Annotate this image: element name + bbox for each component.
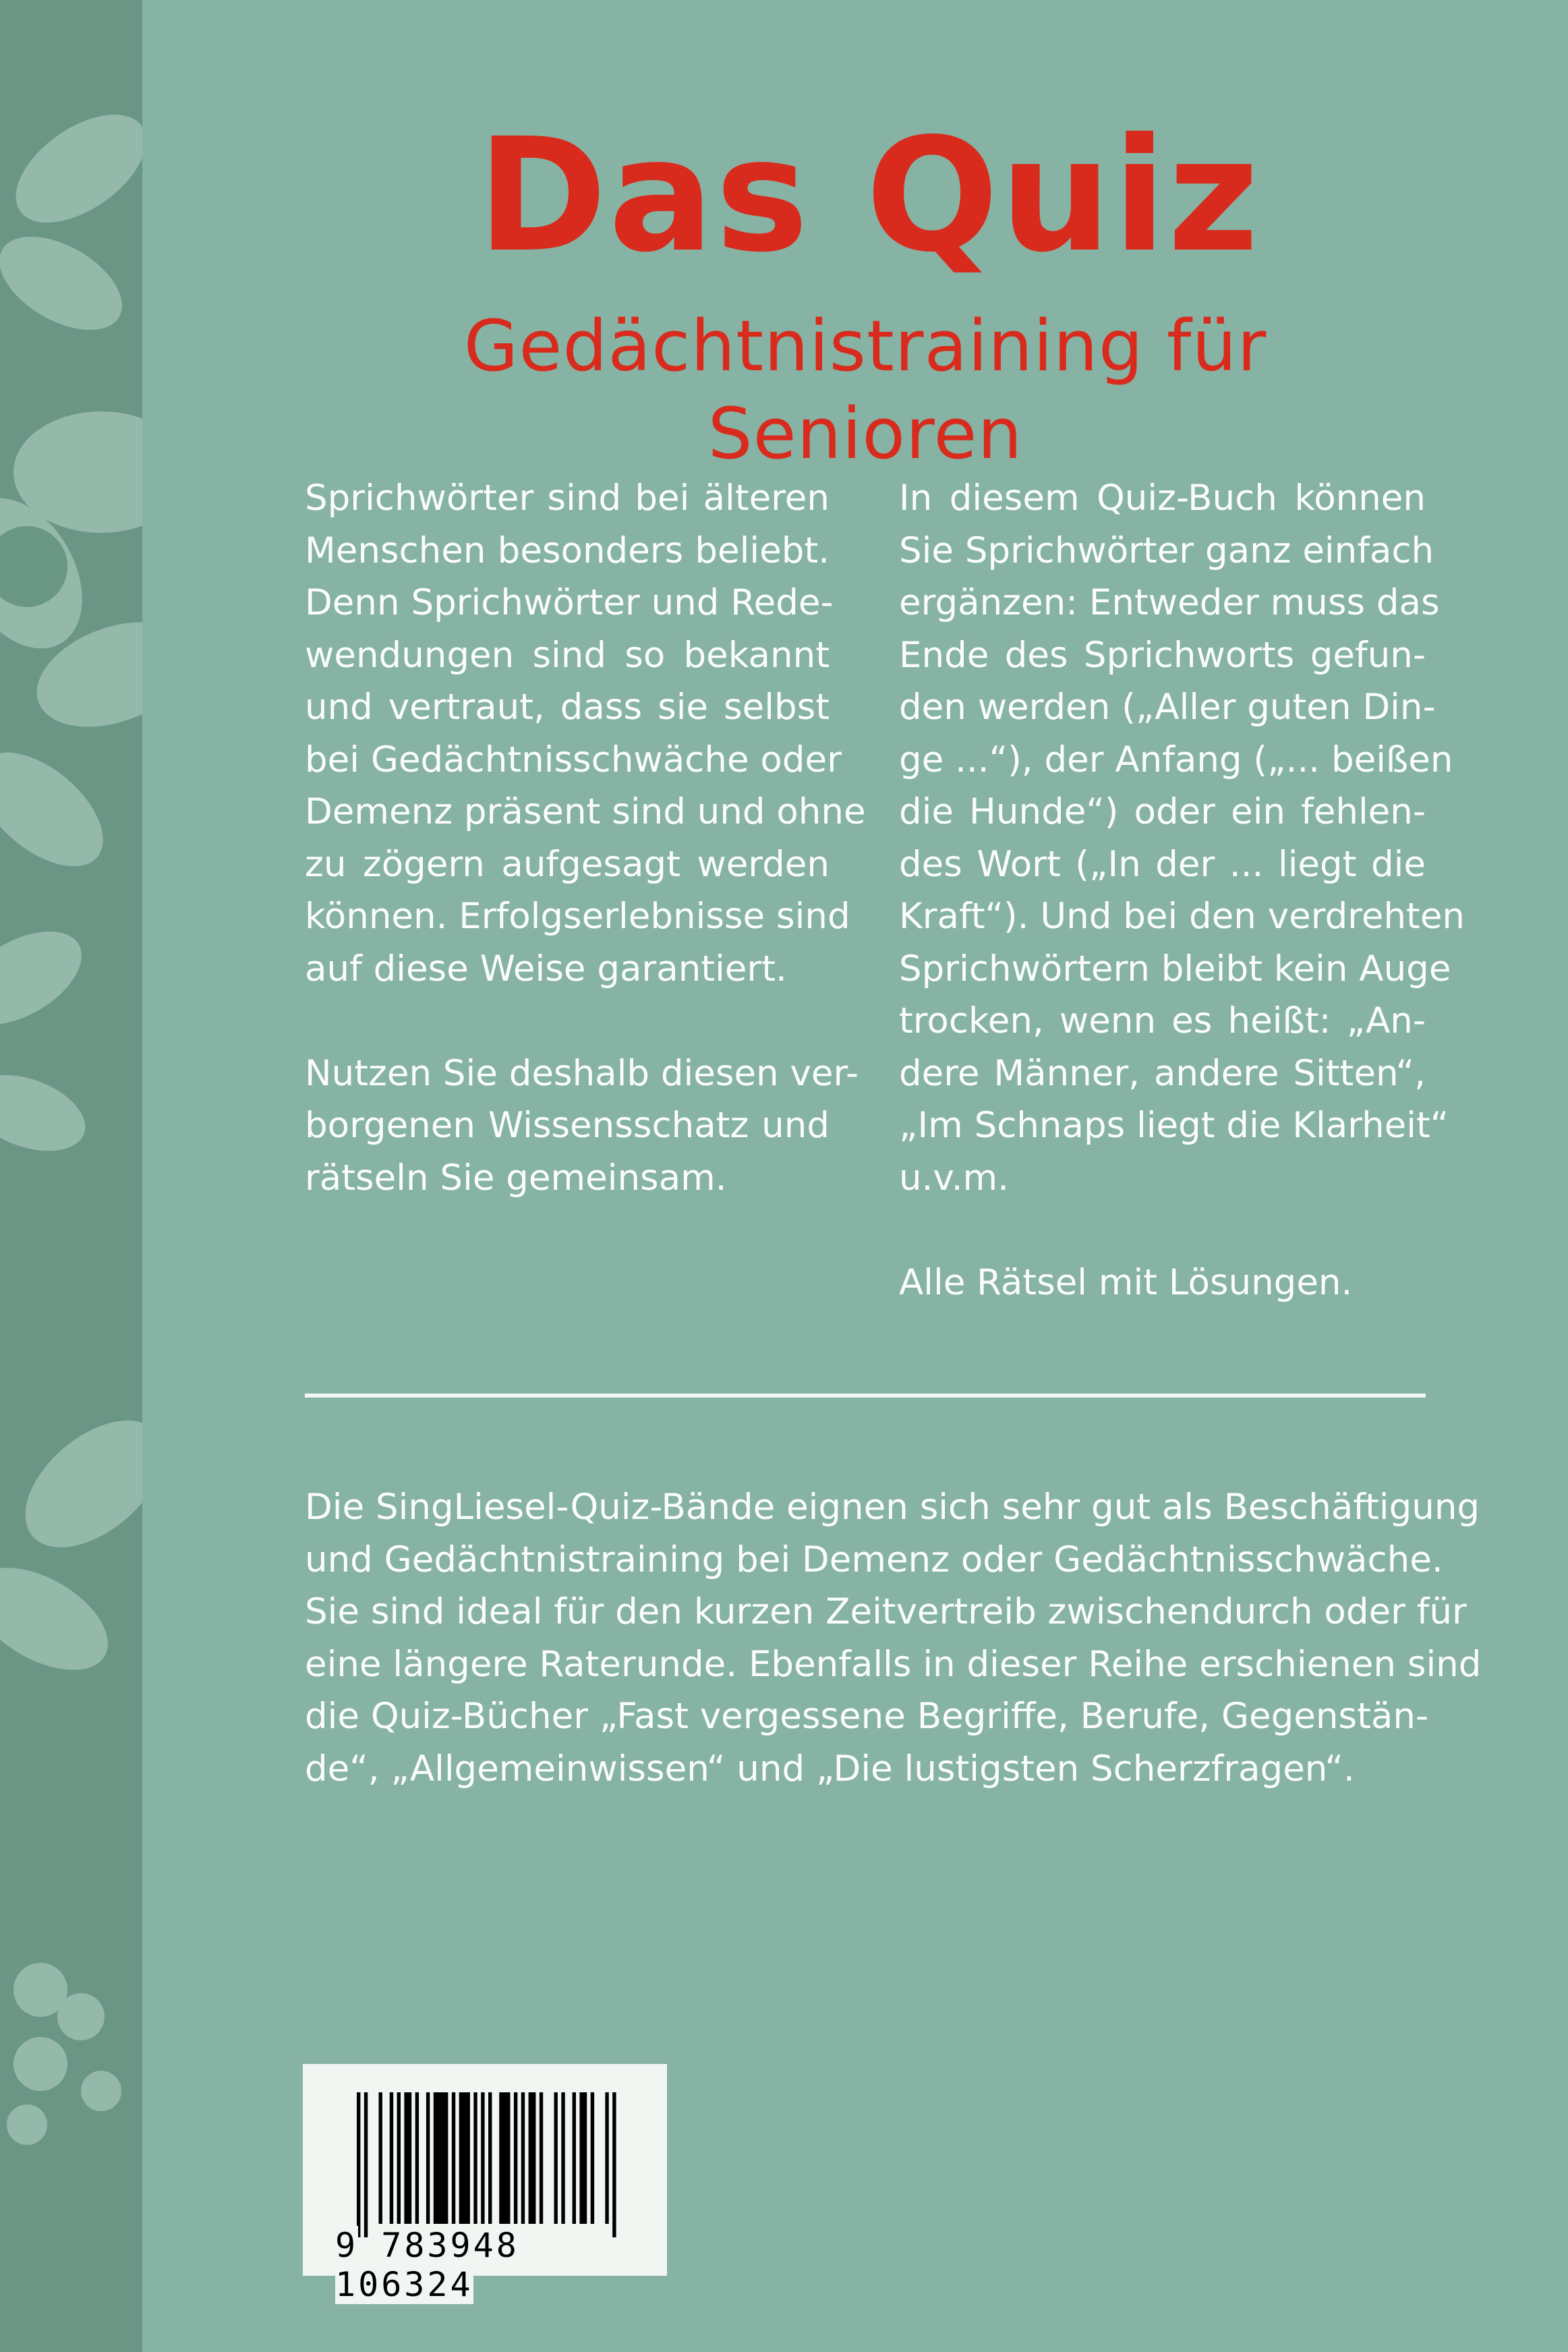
barcode-bar bbox=[573, 2092, 576, 2224]
text-line: Sie Sprichwörter ganz einfach bbox=[899, 529, 1434, 571]
barcode-bar bbox=[404, 2092, 411, 2224]
text-line: Sie sind ideal für den kurzen Zeitvertreib zwischendurch oder für bbox=[305, 1591, 1467, 1632]
text-line: rätseln Sie gemeinsam. bbox=[305, 1157, 727, 1199]
text-line: trocken, wenn es heißt: „An- bbox=[899, 1000, 1426, 1041]
right-column-text bbox=[899, 472, 1465, 1309]
barcode-bar bbox=[521, 2092, 525, 2224]
barcode-bar bbox=[426, 2092, 430, 2224]
divider bbox=[305, 1394, 1426, 1398]
text-line: zu zögern aufgesagt werden bbox=[305, 843, 830, 885]
barcode-bar bbox=[390, 2092, 393, 2224]
flower-pattern-icon bbox=[0, 0, 142, 2352]
text-line: Ende des Sprichworts gefun- bbox=[899, 634, 1426, 676]
barcode-bar bbox=[514, 2092, 517, 2224]
barcode-bar bbox=[481, 2092, 484, 2224]
barcode-bar bbox=[554, 2092, 558, 2224]
left-column-text bbox=[305, 472, 866, 1204]
barcode-bar bbox=[561, 2092, 564, 2224]
barcode-bar bbox=[364, 2092, 368, 2237]
isbn-barcode bbox=[303, 2064, 667, 2304]
text-line: Menschen besonders beliebt. bbox=[305, 529, 830, 571]
text-line: des Wort („In der ... liegt die bbox=[899, 843, 1426, 885]
floral-decoration-strip bbox=[0, 0, 142, 2352]
barcode-bars bbox=[357, 2092, 620, 2237]
text-line: Alle Rätsel mit Lösungen. bbox=[899, 1261, 1353, 1303]
text-line: auf diese Weise garantiert. bbox=[305, 948, 787, 989]
text-line: dere Männer, andere Sitten“, bbox=[899, 1052, 1426, 1094]
text-line: können. Erfolgserlebnisse sind bbox=[305, 896, 850, 937]
text-line: In diesem Quiz-Buch können bbox=[899, 478, 1426, 519]
barcode-bar bbox=[473, 2092, 477, 2224]
barcode-bar bbox=[379, 2092, 382, 2224]
text-line: de“, „Allgemeinwissen“ und „Die lustigsten Scherzfragen“. bbox=[305, 1748, 1355, 1789]
text-line: den werden („Aller guten Din- bbox=[899, 687, 1436, 728]
barcode-bar bbox=[434, 2092, 448, 2224]
series-description bbox=[305, 1481, 1482, 1795]
paragraph-gap bbox=[305, 995, 830, 1048]
text-line: und vertraut, dass sie selbst bbox=[305, 687, 830, 728]
text-line: die Quiz-Bücher „Fast vergessene Begriffe, Berufe, Gegenstän- bbox=[305, 1696, 1429, 1737]
text-line: wendungen sind so bekannt bbox=[305, 634, 830, 676]
text-line: Sprichwörter sind bei älteren bbox=[305, 478, 830, 519]
text-line: ge ...“), der Anfang („... beißen bbox=[899, 739, 1453, 780]
text-line: Kraft“). Und bei den verdrehten bbox=[899, 896, 1465, 937]
text-line: bei Gedächtnisschwäche oder bbox=[305, 739, 842, 780]
book-subtitle: Gedächtnistraining für Senioren bbox=[463, 305, 1267, 475]
barcode-bar bbox=[452, 2092, 455, 2224]
text-line: die Hunde“) oder ein fehlen- bbox=[899, 791, 1426, 832]
text-line: Denn Sprichwörter und Rede- bbox=[305, 582, 834, 623]
isbn-first-digit: 9 bbox=[335, 2226, 359, 2265]
text-line: eine längere Raterunde. Ebenfalls in dieser Reihe erschienen sind bbox=[305, 1643, 1482, 1685]
text-line: u.v.m. bbox=[899, 1157, 1010, 1199]
barcode-bar bbox=[605, 2092, 608, 2224]
text-line: „Im Schnaps liegt die Klarheit“ bbox=[899, 1105, 1449, 1146]
barcode-bar bbox=[591, 2092, 594, 2224]
text-line: Nutzen Sie deshalb diesen ver- bbox=[305, 1052, 859, 1094]
isbn-group-1: 783948 bbox=[381, 2226, 519, 2265]
barcode-bar bbox=[499, 2092, 510, 2224]
barcode-bar bbox=[529, 2092, 536, 2224]
paragraph-gap bbox=[899, 1204, 1426, 1257]
barcode-bar bbox=[579, 2092, 587, 2224]
text-line: Sprichwörtern bleibt kein Auge bbox=[899, 948, 1451, 989]
text-line: Demenz präsent sind und ohne bbox=[305, 791, 866, 832]
barcode-bar bbox=[415, 2092, 419, 2224]
text-line: Die SingLiesel-Quiz-Bände eignen sich sehr gut als Beschäftigung bbox=[305, 1487, 1480, 1528]
text-line: und Gedächtnistraining bei Demenz oder Gedächtnisschwäche. bbox=[305, 1539, 1443, 1580]
isbn-group-2: 106324 bbox=[335, 2265, 473, 2304]
barcode-bar bbox=[397, 2092, 401, 2224]
book-title: Das Quiz bbox=[477, 105, 1260, 287]
barcode-bar bbox=[459, 2092, 470, 2224]
text-line: borgenen Wissensschatz und bbox=[305, 1105, 830, 1146]
text-line: ergänzen: Entweder muss das bbox=[899, 582, 1440, 623]
barcode-bar bbox=[357, 2092, 360, 2237]
barcode-bar bbox=[612, 2092, 616, 2237]
barcode-bar bbox=[488, 2092, 492, 2224]
isbn-number bbox=[335, 2226, 667, 2304]
barcode-bar bbox=[540, 2092, 543, 2224]
